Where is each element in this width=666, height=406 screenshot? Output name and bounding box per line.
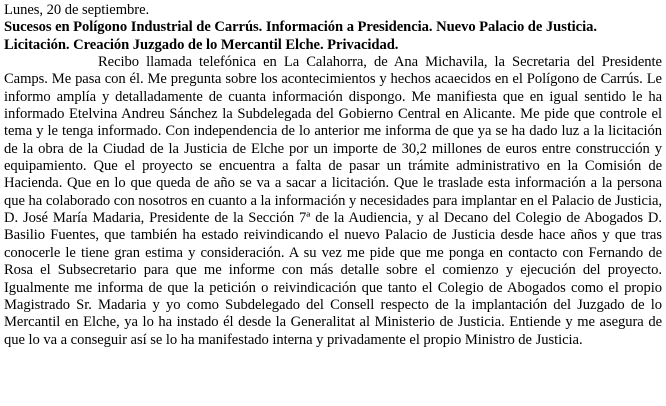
entry-body: Recibo llamada telefónica en La Calahorra, de Ana Michavila, la Secretaria del Presidente Camps. Me pasa con él. Me pregunta sobre los acontecimientos y hechos acaecidos en el Polígono de Carrús. Le informo amplía y detalladamente de cuanta información dispongo. Me manifiesta que en igual sentido le ha informado Etelvina Andreu Sánchez la Subdelegada del Gobierno Central en Alicante. Me pide que controle el tema y le tenga informado. Con independencia de lo anterior me informa de que ya se ha dado luz a la licitación de la obra de la Ciudad de la Justicia de Elche por un importe de 30,2 millones de euros entre construcción y equipamiento. Que el proyecto se encuentra a falta de pasar un trámite administrativo en la Comisión de Hacienda. Que en lo que queda de año se va a sacar a licitación. Que le traslade esta información a la persona que ha colaborado con nosotros en cuanto a la información y necesidades para implantar en el Palacio de Justicia, D. José María Madaria, Presidente de la Sección 7ª de la Audiencia, y al Decano del Colegio de Abogados D. Basilio Fuentes, que también ha estado reivindicando el nuevo Palacio de Justicia desde hace años y que tras conocerle le tiene gran estima y consideración. A su vez me pide que me ponga en contacto con Fernando de Rosa el Subsecretario para que me informe con más detalle sobre el comienzo y ejecución del proyecto. Igualmente me informa de que la petición o reivindicación que tanto el Colegio de Abogados como el propio Magistrado Sr. Madaria y yo como Subdelegado del Consell respecto de la implantación del Juzgado de lo Mercantil en Elche, ya lo ha instado él desde la Generalitat al Ministerio de Justicia. Entiende y me asegura de que lo va a conseguir así se lo ha manifestado interna y privadamente el propio Ministro de Justicia. [4,54,662,348]
entry-date: Lunes, 20 de septiembre. [4,2,150,18]
entry-heading: Sucesos en Polígono Industrial de Carrús. Información a Presidencia. Nuevo Palacio de Justicia. Licitación. Creación Juzgado de lo Mercantil Elche. Privacidad. [4,19,597,53]
